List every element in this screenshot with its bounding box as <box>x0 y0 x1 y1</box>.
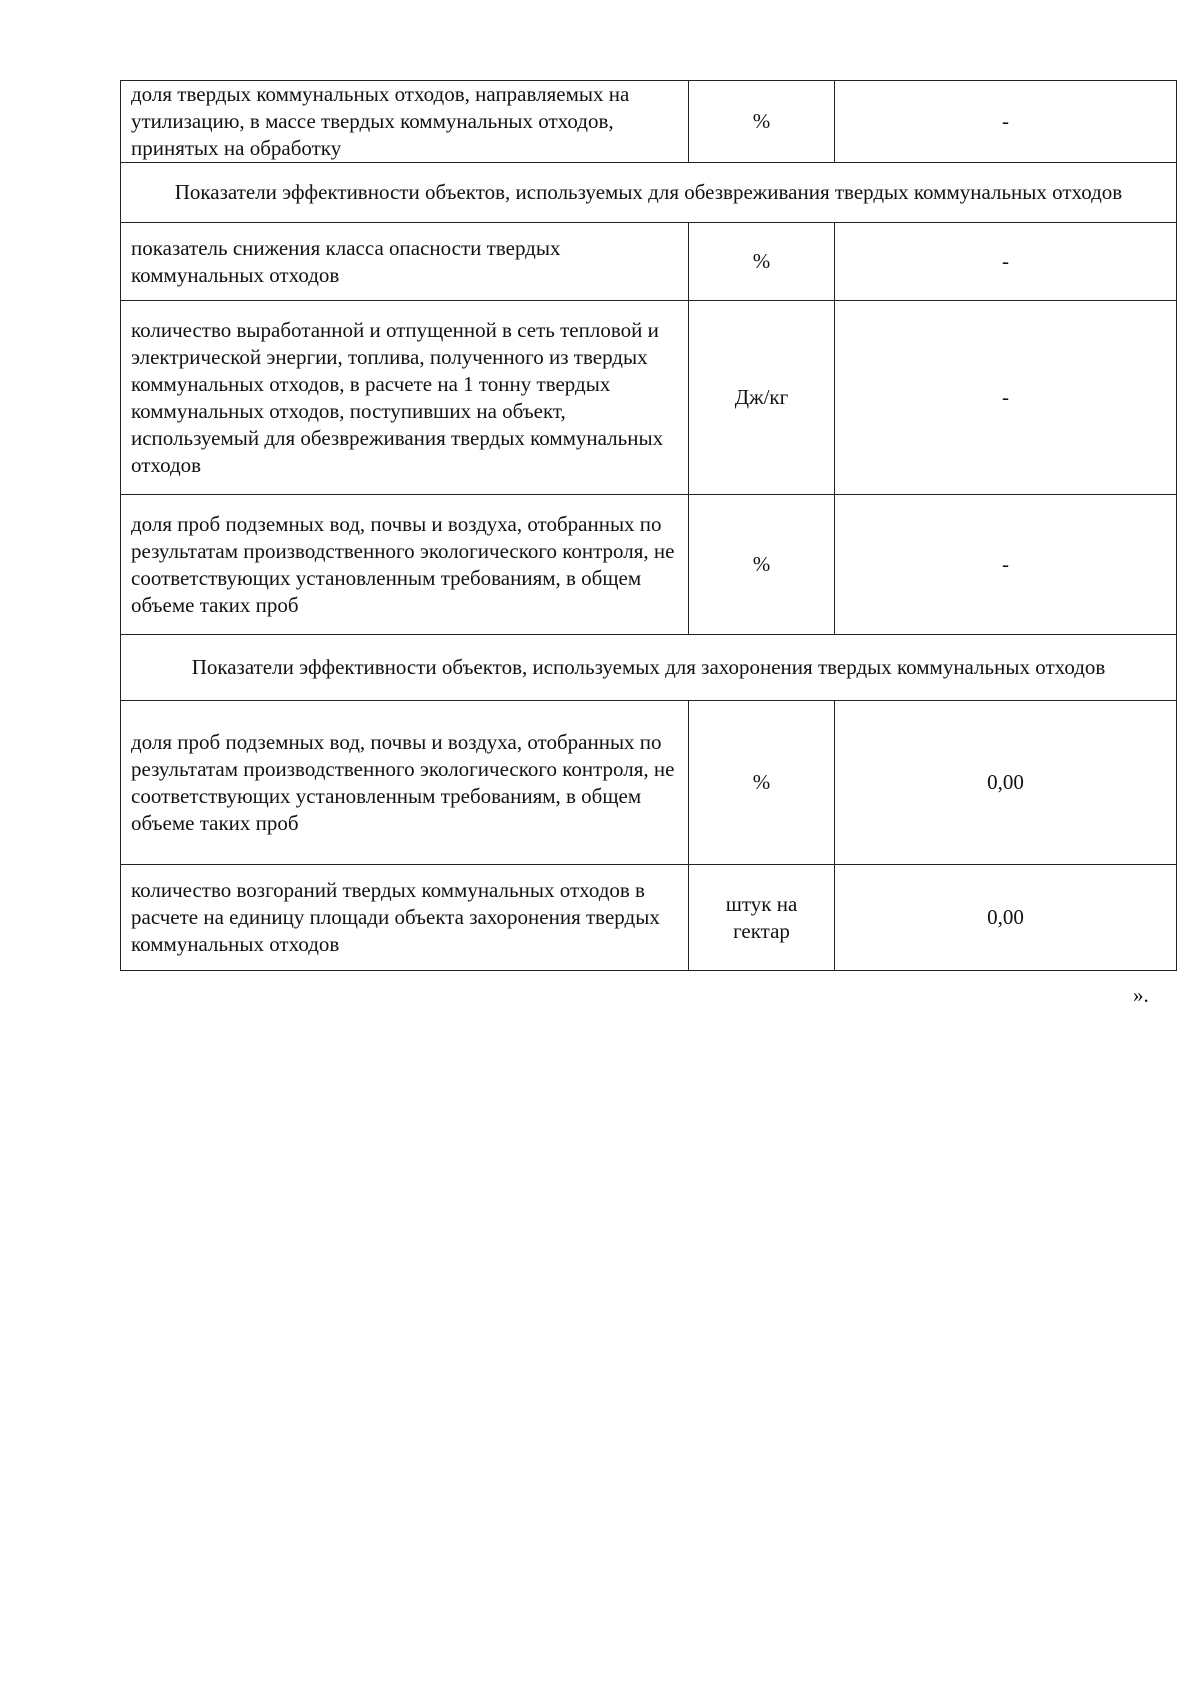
closing-quote-mark: ». <box>1133 983 1149 1007</box>
value-cell: - <box>835 495 1177 635</box>
section-row <box>121 163 1177 223</box>
section-row <box>121 635 1177 701</box>
indicator-name: показатель снижения класса опасности твердых коммунальных отходов <box>121 223 689 301</box>
indicator-name: доля твердых коммунальных отходов, направляемых на утилизацию, в массе твердых коммунальных отходов, принятых на обработку <box>121 81 689 163</box>
table-row <box>121 495 1177 635</box>
unit-cell: % <box>689 701 835 865</box>
value-cell: - <box>835 301 1177 495</box>
indicators-table <box>120 80 1177 971</box>
indicator-name: количество возгораний твердых коммунальных отходов в расчете на единицу площади объекта захоронения твердых коммунальных отходов <box>121 865 689 971</box>
table-row <box>121 223 1177 301</box>
unit-cell: % <box>689 81 835 163</box>
unit-cell: Дж/кг <box>689 301 835 495</box>
unit-cell: штук на гектар <box>689 865 835 971</box>
indicator-name: доля проб подземных вод, почвы и воздуха, отобранных по результатам производственного экологического контроля, не соответствующих установленным требованиям, в общем объеме таких проб <box>121 701 689 865</box>
table-row <box>121 81 1177 163</box>
table-row <box>121 701 1177 865</box>
section-title: Показатели эффективности объектов, используемых для захоронения твердых коммунальных отходов <box>121 635 1177 701</box>
table-row <box>121 865 1177 971</box>
value-cell: - <box>835 81 1177 163</box>
value-cell: 0,00 <box>835 865 1177 971</box>
table-row <box>121 301 1177 495</box>
value-cell: 0,00 <box>835 701 1177 865</box>
value-cell: - <box>835 223 1177 301</box>
indicator-name: количество выработанной и отпущенной в сеть тепловой и электрической энергии, топлива, полученного из твердых коммунальных отходов, в расчете на 1 тонну твердых коммунальных отходов, поступивших на объект, используемый для обезвреживания твердых коммунальных отходов <box>121 301 689 495</box>
unit-cell: % <box>689 223 835 301</box>
unit-cell: % <box>689 495 835 635</box>
indicator-name: доля проб подземных вод, почвы и воздуха, отобранных по результатам производственного экологического контроля, не соответствующих установленным требованиям, в общем объеме таких проб <box>121 495 689 635</box>
section-title: Показатели эффективности объектов, используемых для обезвреживания твердых коммунальных отходов <box>121 163 1177 223</box>
